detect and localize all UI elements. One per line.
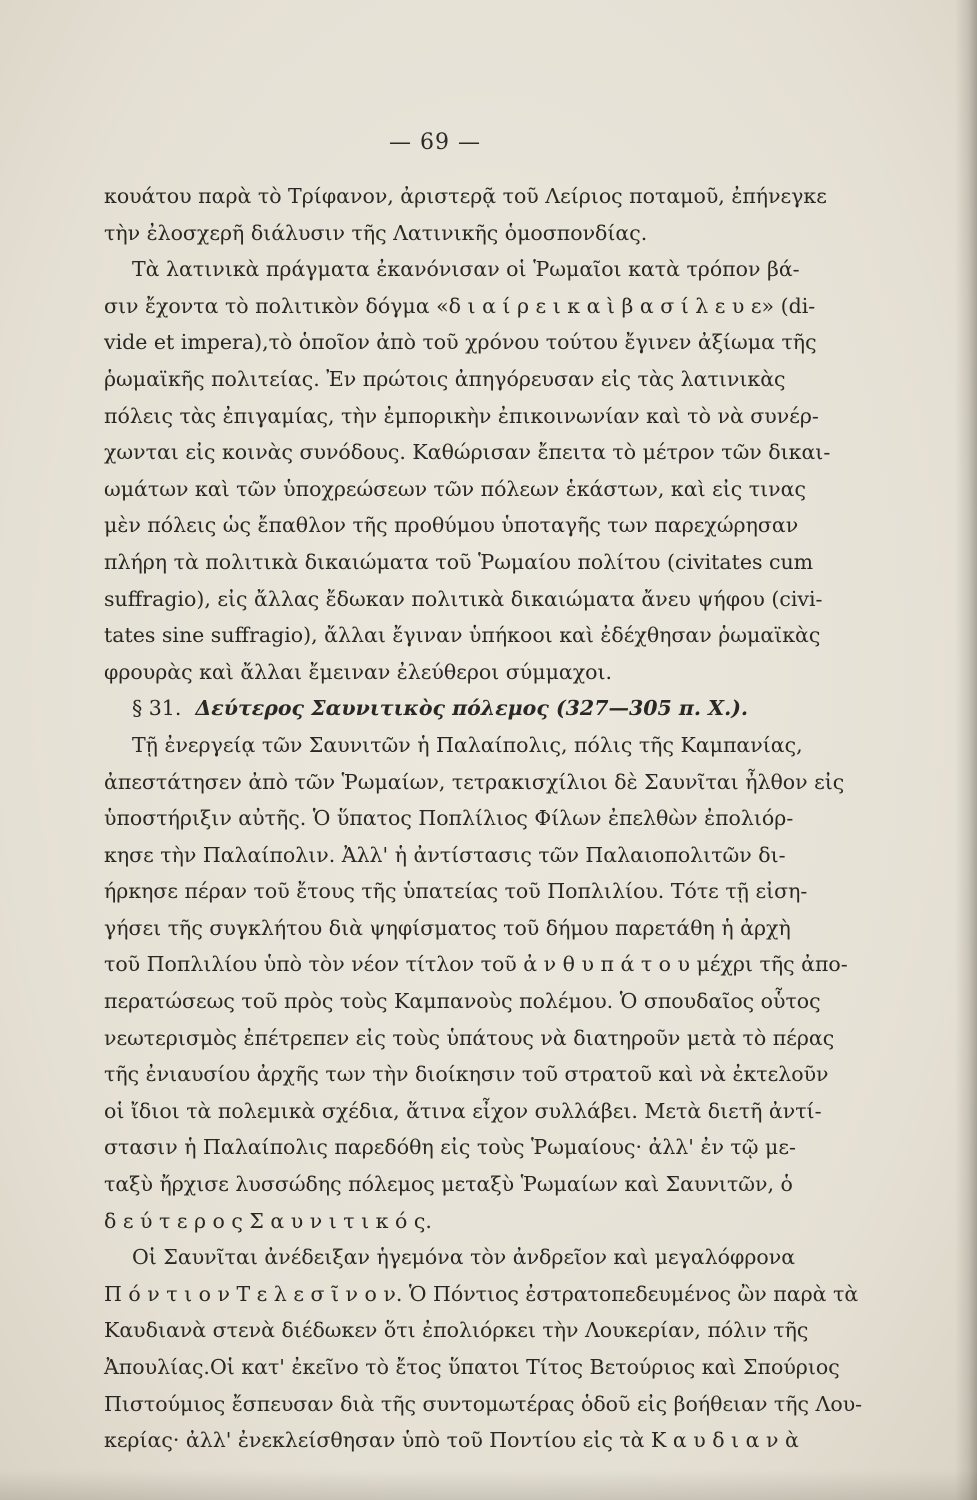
text-line: πόλεις τὰς ἐπιγαμίας, τὴν ἐμπορικὴν ἐπικοινωνίαν καὶ τὸ νὰ συνέρ- [104, 403, 819, 428]
text-line: Τὰ λατινικὰ πράγματα ἐκανόνισαν οἱ Ῥωμαῖοι κατὰ τρόπον βά- [132, 257, 800, 282]
text-line: suffragio), εἰς ἄλλας ἔδωκαν πολιτικὰ δικαιώματα ἄνευ ψήφου (civi- [104, 586, 823, 611]
text-line: στασιν ἡ Παλαίπολις παρεδόθη εἰς τοὺς Ῥωμαίους· ἀλλ' ἐν τῷ με- [104, 1135, 796, 1160]
text-line: ταξὺ ἤρχισε λυσσώδης πόλεμος μεταξὺ Ῥωμαίων καὶ Σαυνιτῶν, ὁ [104, 1172, 793, 1197]
text-line: Πιστούμιος ἔσπευσαν διὰ τῆς συντομωτέρας ὁδοῦ εἰς βοήθειαν τῆς Λου- [104, 1391, 863, 1416]
text-line: τὴν ἐλοσχερῆ διάλυσιν τῆς Λατινικῆς ὁμοσπονδίας. [104, 220, 648, 245]
text-line: μὲν πόλεις ὡς ἔπαθλον τῆς προθύμου ὑποταγῆς των παρεχώρησαν [104, 513, 799, 538]
text-line: νεωτερισμὸς ἐπέτρεπεν εἰς τοὺς ὑπάτους νὰ διατηροῦν μετὰ τὸ πέρας [104, 1025, 835, 1050]
text-line: δ ε ύ τ ε ρ ο ς Σ α υ ν ι τ ι κ ό ς. [104, 1208, 432, 1233]
text-line: κησε τὴν Παλαίπολιν. Ἀλλ' ἡ ἀντίστασις τῶν Παλαιοπολιτῶν δι- [104, 842, 786, 867]
text-line: Ἀπουλίας.Οἱ κατ' ἐκεῖνο τὸ ἔτος ὕπατοι Τίτος Βετούριος καὶ Σπούριος [104, 1355, 840, 1379]
text-line: tates sine suffragio), ἄλλαι ἔγιναν ὑπήκοοι καὶ ἐδέχθησαν ῥωμαϊκὰς [104, 623, 821, 648]
body-text [104, 178, 863, 1459]
text-line: τοῦ Ποπλιλίου ὑπὸ τὸν νέον τίτλον τοῦ ἀ ν θ υ π ά τ ο υ μέχρι τῆς ἀπο- [104, 952, 848, 977]
text-line: πλήρη τὰ πολιτικὰ δικαιώματα τοῦ Ῥωμαίου πολίτου (civitates cum [104, 549, 814, 574]
text-line: ήρκησε πέραν τοῦ ἔτους τῆς ὑπατείας τοῦ Ποπλιλίου. Τότε τῇ εἰση- [104, 879, 808, 904]
text-line: κουάτου παρὰ τὸ Τρίφανον, ἀριστερᾷ τοῦ Λείριος ποταμοῦ, ἐπήνεγκε [104, 184, 827, 208]
text-line: Οἱ Σαυνῖται ἀνέδειξαν ἡγεμόνα τὸν ἀνδρεῖον καὶ μεγαλόφρονα [132, 1245, 796, 1270]
text-line: περατώσεως τοῦ πρὸς τοὺς Καμπανοὺς πολέμου. Ὁ σπουδαῖος οὗτος [104, 989, 821, 1014]
text-line: vide et impera),τὸ ὁποῖον ἀπὸ τοῦ χρόνου τούτου ἔγινεν ἀξίωμα τῆς [104, 330, 817, 355]
text-line: Καυδιανὰ στενὰ διέδωκεν ὅτι ἐπολιόρκει τὴν Λουκερίαν, πόλιν τῆς [104, 1318, 809, 1343]
text-line: γήσει τῆς συγκλήτου διὰ ψηφίσματος τοῦ δήμου παρετάθη ἡ ἀρχὴ [104, 915, 791, 940]
text-line: οἱ ἴδιοι τὰ πολεμικὰ σχέδια, ἅτινα εἶχον συλλάβει. Μετὰ διετῆ ἀντί- [104, 1098, 822, 1123]
text-line: τῆς ἐνιαυσίου ἀρχῆς των τὴν διοίκησιν τοῦ στρατοῦ καὶ νὰ ἐκτελοῦν [104, 1062, 829, 1087]
text-line: ὑποστήριξιν αὐτῆς. Ὁ ὕπατος Ποπλίλιος Φίλων ἐπελθὼν ἐπολιόρ- [104, 806, 794, 831]
text-line: σιν ἔχοντα τὸ πολιτικὸν δόγμα «δ ι α ί ρ ε ι κ α ὶ β α σ ί λ ε υ ε» (di- [104, 293, 816, 318]
text-line: ωμάτων καὶ τῶν ὑποχρεώσεων τῶν πόλεων ἑκάστων, καὶ εἰς τινας [104, 476, 806, 501]
page-bottom-shadow [0, 1470, 977, 1500]
page-edge-shadow [955, 0, 977, 1500]
section-heading [104, 690, 782, 727]
text-line: Τῇ ἐνεργείᾳ τῶν Σαυνιτῶν ἡ Παλαίπολις, πόλις τῆς Καμπανίας, [132, 732, 803, 757]
text-line: φρουρὰς καὶ ἄλλαι ἔμειναν ἐλεύθεροι σύμμαχοι. [104, 659, 613, 684]
text-line: κερίας· ἀλλ' ἐνεκλείσθησαν ὑπὸ τοῦ Ποντίου εἰς τὰ Κ α υ δ ι α ν ὰ [104, 1428, 799, 1453]
text-line: ἀπεστάτησεν ἀπὸ τῶν Ῥωμαίων, τετρακισχίλιοι δὲ Σαυνῖται ἦλθον εἰς [104, 769, 845, 794]
section-number: § 31. [132, 696, 182, 721]
text-line: χωνται εἰς κοινὰς συνόδους. Καθώρισαν ἔπειτα τὸ μέτρον τῶν δικαι- [104, 440, 831, 465]
section-title: Δεύτερος Σαυνιτικὸς πόλεμος (327—305 π. Χ.). [195, 696, 749, 721]
text-line: ῥωμαϊκῆς πολιτείας. Ἐν πρώτοις ἀπηγόρευσαν εἰς τὰς λατινικὰς [104, 366, 786, 391]
text-line: Π ό ν τ ι ο ν Τ ε λ ε σ ῖ ν ο ν. Ὁ Πόντιος ἐστρατοπεδευμένος ὢν παρὰ τὰ [104, 1281, 859, 1306]
page-number: — 69 — [389, 130, 481, 155]
